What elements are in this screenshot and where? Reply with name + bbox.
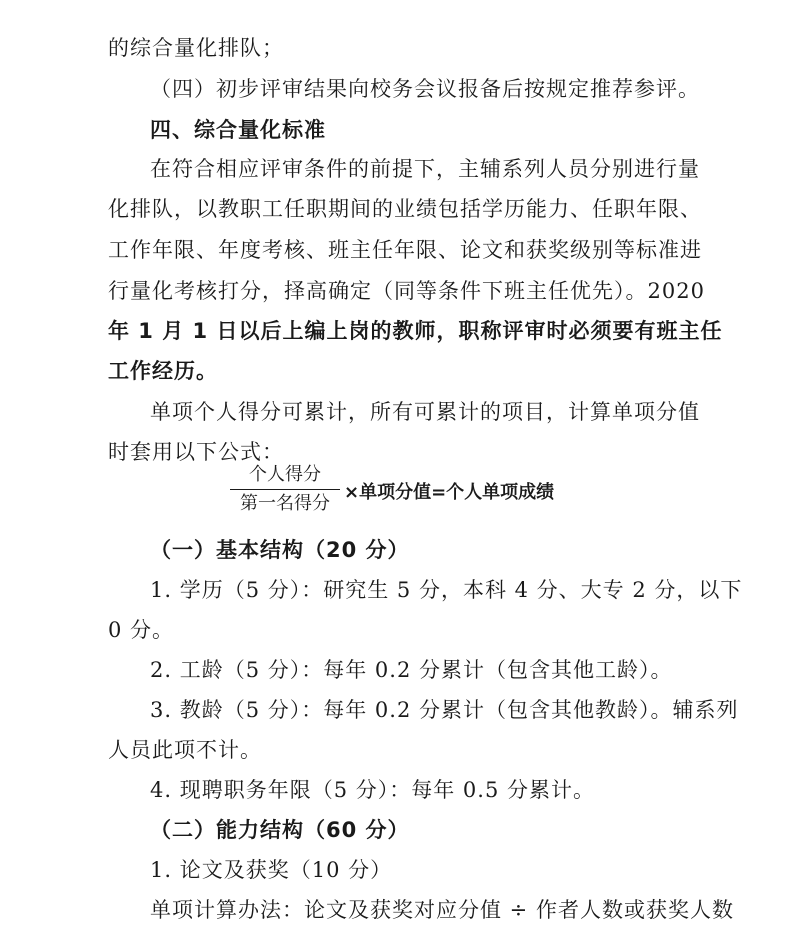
text-line: 1. 学历（5 分）：研究生 5 分，本科 4 分、大专 2 分，以下 [150,578,743,602]
text-line: 单项计算办法：论文及获奖对应分值 ÷ 作者人数或获奖人数 [150,898,734,922]
text-line: 行量化考核打分，择高确定（同等条件下班主任优先）。2020 [108,279,705,303]
text-line: 1. 论文及获奖（10 分） [150,858,393,882]
text-line: 在符合相应评审条件的前提下，主辅系列人员分别进行量 [150,157,700,181]
formula-fraction [230,466,340,513]
text-line: 人员此项不计。 [108,738,262,762]
text-line: 化排队，以教职工任职期间的业绩包括学历能力、任职年限、 [108,197,702,221]
text-line: 3. 教龄（5 分）：每年 0.2 分累计（包含其他教龄）。辅系列 [150,698,739,722]
formula-numerator: 个人得分 [249,464,321,485]
text-line: 四、综合量化标准 [150,118,326,142]
formula-rest: ×单项分值=个人单项成绩 [344,482,555,503]
text-line: 0 分。 [108,618,175,642]
text-line: （一）基本结构（20 分） [150,538,410,562]
text-line: 4. 现聘职务年限（5 分）：每年 0.5 分累计。 [150,778,595,802]
formula-denominator: 第一名得分 [240,493,330,514]
text-line: （二）能力结构（60 分） [150,818,410,842]
text-line: （四）初步评审结果向校务会议报备后按规定推荐参评。 [150,77,700,101]
text-line: 工作年限、年度考核、班主任年限、论文和获奖级别等标准进 [108,238,702,262]
text-line: 工作经历。 [108,359,218,383]
text-line: 单项个人得分可累计，所有可累计的项目，计算单项分值 [150,400,700,424]
text-line: 2. 工龄（5 分）：每年 0.2 分累计（包含其他工龄）。 [150,658,673,682]
text-line: 时套用以下公式： [108,440,284,464]
text-line: 的综合量化排队； [108,36,284,60]
text-line: 年 1 月 1 日以后上编上岗的教师，职称评审时必须要有班主任 [108,319,723,343]
